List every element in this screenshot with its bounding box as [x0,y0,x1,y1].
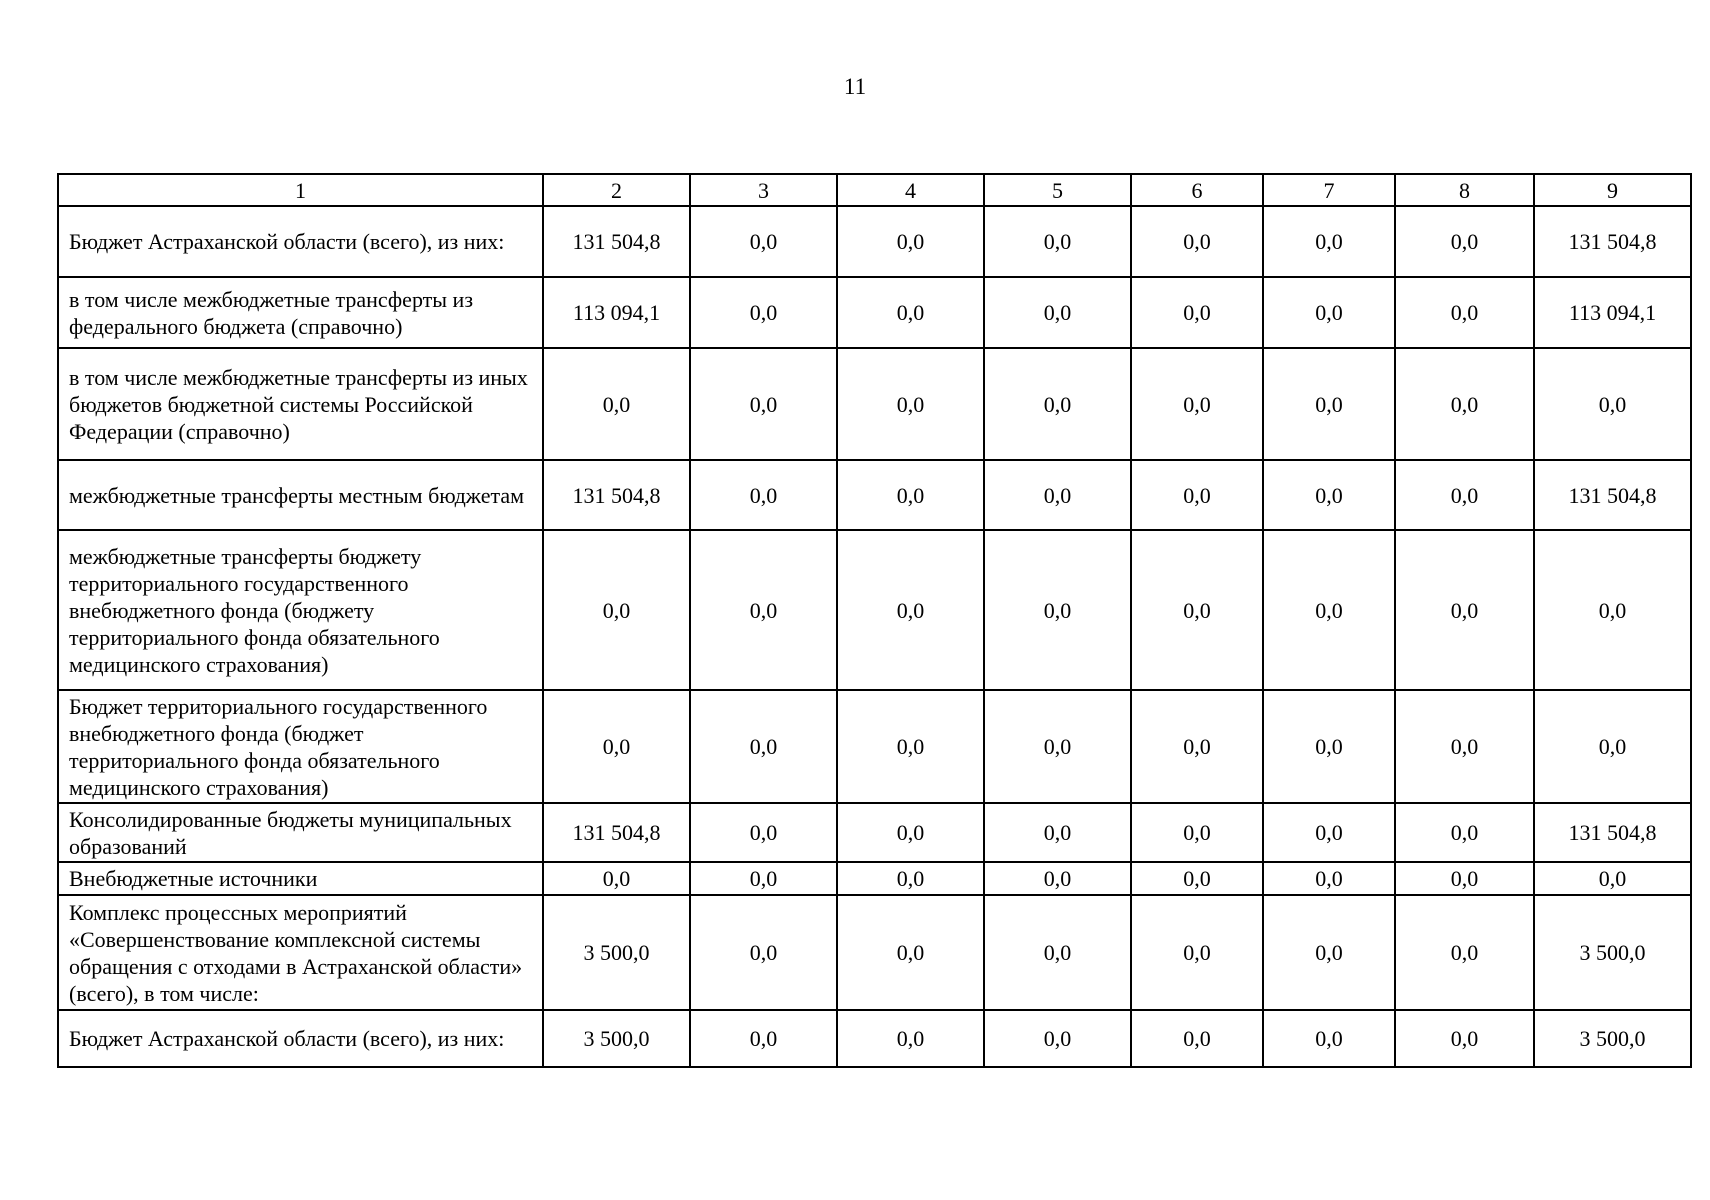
cell-value: 0,0 [1395,803,1534,862]
cell-value: 0,0 [1395,895,1534,1010]
cell-value: 0,0 [1534,530,1691,690]
row-label: в том числе межбюджетные трансферты из федерального бюджета (справочно) [58,277,543,348]
row-label: межбюджетные трансферты местным бюджетам [58,460,543,530]
cell-value: 0,0 [1395,530,1534,690]
table-row [58,348,1691,460]
cell-value: 0,0 [1263,348,1395,460]
cell-value: 0,0 [837,530,984,690]
cell-value: 0,0 [1131,460,1263,530]
cell-value: 0,0 [690,895,837,1010]
table-row [58,530,1691,690]
cell-value: 0,0 [837,460,984,530]
cell-value: 0,0 [837,277,984,348]
cell-value: 0,0 [837,206,984,277]
cell-value: 0,0 [1534,348,1691,460]
cell-value: 113 094,1 [1534,277,1691,348]
cell-value: 0,0 [1395,277,1534,348]
cell-value: 0,0 [690,277,837,348]
cell-value: 0,0 [690,348,837,460]
cell-value: 0,0 [1131,895,1263,1010]
column-header: 4 [837,174,984,206]
cell-value: 0,0 [1131,803,1263,862]
cell-value: 131 504,8 [543,206,690,277]
cell-value: 3 500,0 [543,895,690,1010]
cell-value: 0,0 [1263,803,1395,862]
cell-value: 3 500,0 [1534,895,1691,1010]
cell-value: 0,0 [1131,862,1263,895]
row-label: Бюджет Астраханской области (всего), из них: [58,1010,543,1067]
cell-value: 0,0 [1131,1010,1263,1067]
cell-value: 0,0 [984,277,1131,348]
cell-value: 0,0 [1131,690,1263,803]
table-row [58,895,1691,1010]
cell-value: 0,0 [1395,690,1534,803]
cell-value: 0,0 [837,348,984,460]
column-header: 5 [984,174,1131,206]
row-label: Бюджет территориального государственного внебюджетного фонда (бюджет территориального фонда обязательного медицинского страхования) [58,690,543,803]
header-row [58,174,1691,206]
cell-value: 0,0 [837,862,984,895]
cell-value: 131 504,8 [1534,460,1691,530]
cell-value: 3 500,0 [543,1010,690,1067]
cell-value: 0,0 [1131,530,1263,690]
cell-value: 0,0 [984,348,1131,460]
cell-value: 0,0 [1263,895,1395,1010]
cell-value: 0,0 [1534,862,1691,895]
cell-value: 0,0 [1395,206,1534,277]
cell-value: 131 504,8 [543,460,690,530]
cell-value: 0,0 [1534,690,1691,803]
cell-value: 0,0 [837,803,984,862]
cell-value: 0,0 [984,862,1131,895]
table-row [58,460,1691,530]
table-row [58,277,1691,348]
cell-value: 0,0 [1263,862,1395,895]
cell-value: 0,0 [1263,530,1395,690]
column-header: 9 [1534,174,1691,206]
cell-value: 0,0 [543,348,690,460]
table-row [58,803,1691,862]
column-header: 2 [543,174,690,206]
table-row [58,1010,1691,1067]
cell-value: 131 504,8 [543,803,690,862]
cell-value: 0,0 [543,690,690,803]
cell-value: 0,0 [1395,1010,1534,1067]
funding-table [57,173,1692,1068]
cell-value: 0,0 [1263,277,1395,348]
row-label: межбюджетные трансферты бюджету территориального государственного внебюджетного фонда (бюджету территориального фонда обязательного медицинского страхования) [58,530,543,690]
cell-value: 3 500,0 [1534,1010,1691,1067]
column-header: 7 [1263,174,1395,206]
table-row [58,206,1691,277]
cell-value: 0,0 [543,530,690,690]
cell-value: 0,0 [837,690,984,803]
cell-value: 0,0 [984,460,1131,530]
cell-value: 0,0 [690,690,837,803]
cell-value: 0,0 [1263,206,1395,277]
cell-value: 0,0 [690,803,837,862]
row-label: Бюджет Астраханской области (всего), из них: [58,206,543,277]
cell-value: 0,0 [690,1010,837,1067]
cell-value: 0,0 [1131,277,1263,348]
cell-value: 0,0 [543,862,690,895]
cell-value: 0,0 [984,895,1131,1010]
cell-value: 0,0 [984,206,1131,277]
cell-value: 0,0 [1131,206,1263,277]
column-header: 1 [58,174,543,206]
row-label: Консолидированные бюджеты муниципальных образований [58,803,543,862]
cell-value: 0,0 [690,460,837,530]
cell-value: 113 094,1 [543,277,690,348]
cell-value: 0,0 [984,530,1131,690]
cell-value: 131 504,8 [1534,206,1691,277]
cell-value: 0,0 [1395,348,1534,460]
row-label: Комплекс процессных мероприятий «Совершенствование комплексной системы обращения с отходами в Астраханской области» (всего), в том числе: [58,895,543,1010]
column-header: 3 [690,174,837,206]
cell-value: 0,0 [1263,1010,1395,1067]
table-row [58,862,1691,895]
cell-value: 131 504,8 [1534,803,1691,862]
cell-value: 0,0 [690,206,837,277]
cell-value: 0,0 [690,862,837,895]
cell-value: 0,0 [1263,460,1395,530]
cell-value: 0,0 [1395,460,1534,530]
cell-value: 0,0 [984,690,1131,803]
cell-value: 0,0 [1131,348,1263,460]
cell-value: 0,0 [984,803,1131,862]
cell-value: 0,0 [690,530,837,690]
cell-value: 0,0 [1395,862,1534,895]
table-row [58,690,1691,803]
cell-value: 0,0 [837,895,984,1010]
cell-value: 0,0 [984,1010,1131,1067]
row-label: в том числе межбюджетные трансферты из иных бюджетов бюджетной системы Российской Федерации (справочно) [58,348,543,460]
page-number: 11 [843,74,867,99]
column-header: 8 [1395,174,1534,206]
cell-value: 0,0 [837,1010,984,1067]
cell-value: 0,0 [1263,690,1395,803]
row-label: Внебюджетные источники [58,862,543,895]
column-header: 6 [1131,174,1263,206]
